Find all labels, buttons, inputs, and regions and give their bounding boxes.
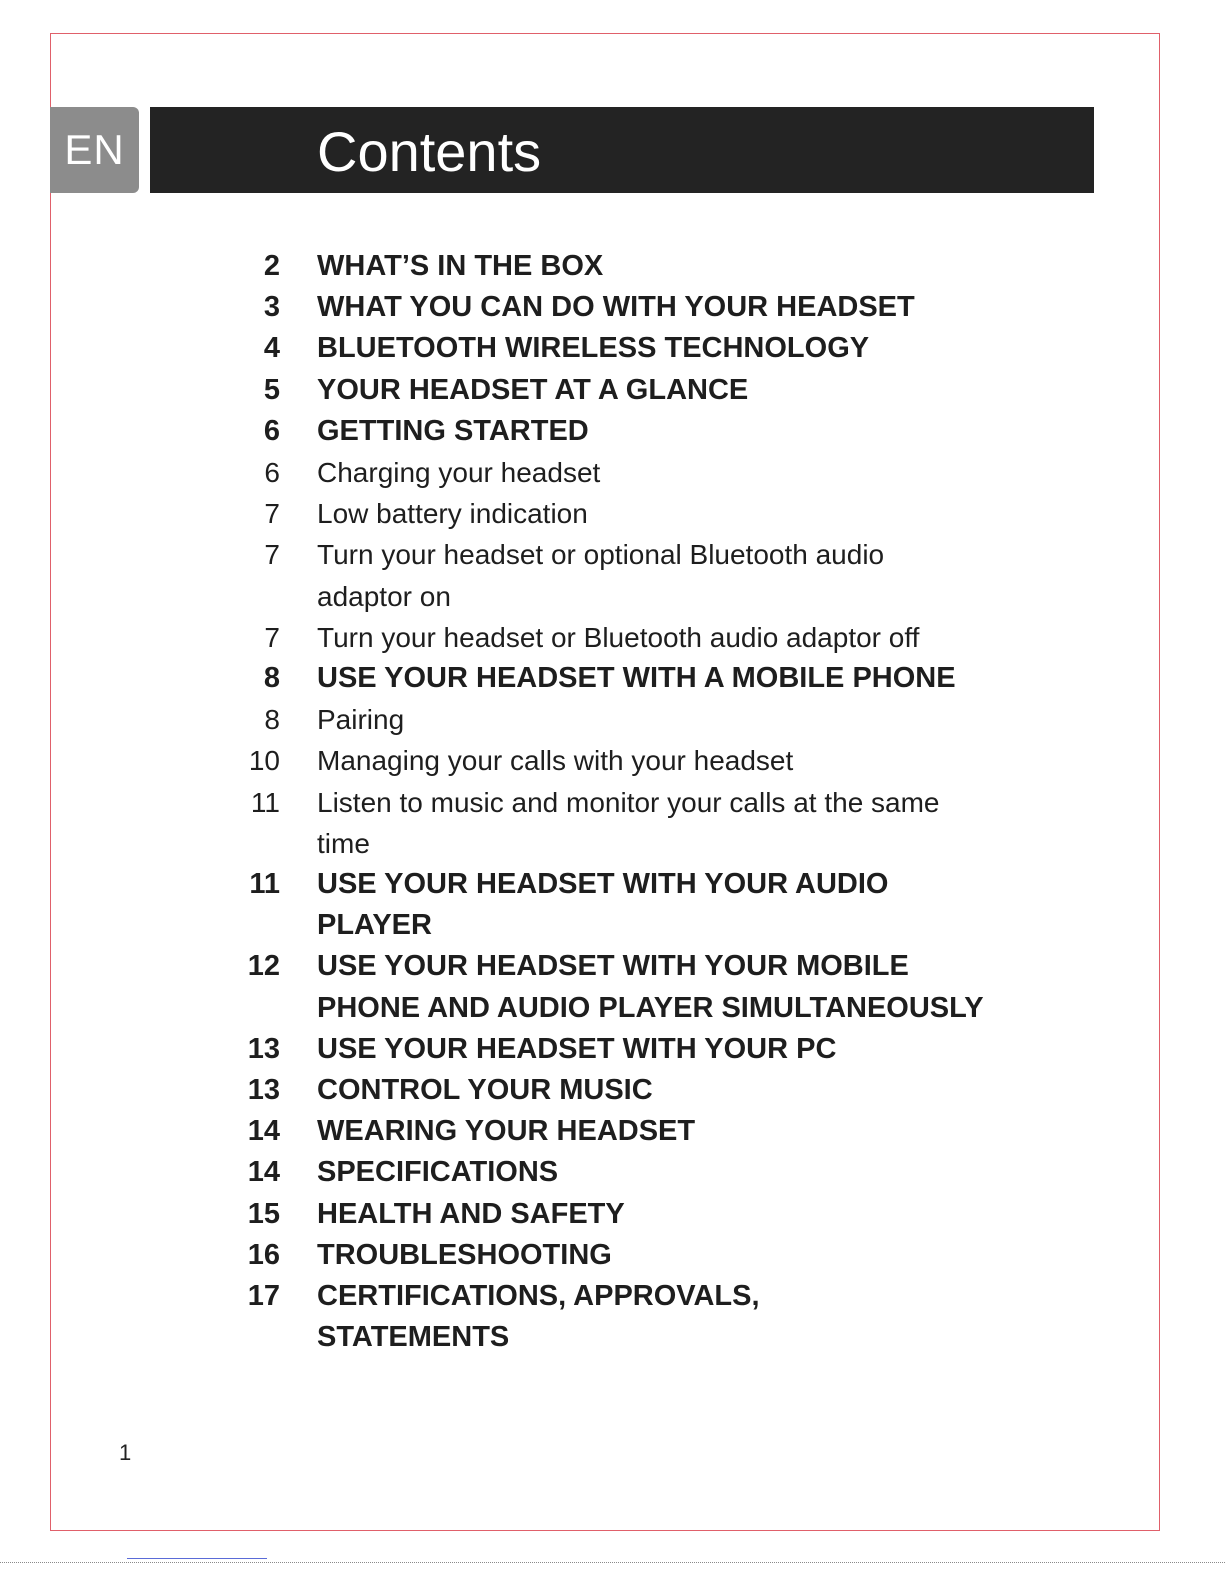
toc-title: GETTING STARTED <box>317 414 589 447</box>
toc-page-number: 4 <box>263 332 280 365</box>
toc-entry[interactable] <box>200 864 1100 946</box>
toc-entry[interactable] <box>200 740 1100 781</box>
toc-title: SPECIFICATIONS <box>317 1156 559 1189</box>
toc-title: Managing your calls with your headset <box>317 745 794 777</box>
toc-entry[interactable] <box>200 493 1100 534</box>
toc-page-number: 5 <box>263 373 280 406</box>
toc-page-number: 3 <box>263 291 280 324</box>
toc-title: YOUR HEADSET AT A GLANCE <box>317 373 749 406</box>
toc-entry[interactable] <box>200 1235 1100 1276</box>
toc-page-number: 14 <box>247 1115 280 1148</box>
toc-page-number: 7 <box>264 621 280 653</box>
toc-page-number: 2 <box>263 250 280 282</box>
toc-title: CERTIFICATIONS, APPROVALS, STATEMENTS <box>317 1280 760 1354</box>
toc-entry[interactable] <box>200 411 1100 452</box>
toc-page-number: 12 <box>247 950 280 983</box>
toc-page-number: 16 <box>247 1238 280 1271</box>
toc-page-number: 8 <box>263 662 280 695</box>
toc-title: USE YOUR HEADSET WITH YOUR AUDIO PLAYER <box>317 868 889 942</box>
title-bar <box>150 107 1094 193</box>
toc-title: Charging your headset <box>317 457 601 489</box>
toc-title: WEARING YOUR HEADSET <box>317 1115 696 1148</box>
toc-entry[interactable] <box>200 946 1100 1028</box>
toc-entry[interactable] <box>200 617 1100 658</box>
page-title: Contents <box>317 120 542 183</box>
toc-entry[interactable] <box>200 1152 1100 1193</box>
toc-entry[interactable] <box>200 782 1100 864</box>
toc-entry[interactable] <box>200 1111 1100 1152</box>
toc-title: HEALTH AND SAFETY <box>317 1197 625 1230</box>
toc-page-number: 6 <box>264 457 280 489</box>
toc-title: Pairing <box>317 704 405 736</box>
toc-title: Low battery indication <box>317 498 588 530</box>
toc-title: CONTROL YOUR MUSIC <box>317 1074 653 1107</box>
toc-page-number: 17 <box>247 1280 280 1313</box>
toc-entry[interactable] <box>200 452 1100 493</box>
toc-page-number: 11 <box>249 868 280 901</box>
toc-title: Listen to music and monitor your calls at the same time <box>317 786 940 859</box>
toc-page-number: 14 <box>247 1156 280 1189</box>
toc-title: WHAT YOU CAN DO WITH YOUR HEADSET <box>317 291 915 324</box>
footer-divider <box>0 1562 1225 1563</box>
table-of-contents <box>200 246 1100 1358</box>
toc-page-number: 13 <box>247 1032 280 1065</box>
toc-page-number: 13 <box>247 1074 280 1107</box>
toc-title: USE YOUR HEADSET WITH A MOBILE PHONE <box>317 662 956 695</box>
toc-title: TROUBLESHOOTING <box>317 1238 612 1271</box>
toc-title: USE YOUR HEADSET WITH YOUR MOBILE PHONE AND AUDIO PLAYER SIMULTANEOUSLY <box>317 950 984 1024</box>
toc-page-number: 6 <box>263 414 280 447</box>
toc-entry[interactable] <box>200 658 1100 699</box>
toc-title: Turn your headset or Bluetooth audio adaptor off <box>317 621 920 653</box>
toc-entry[interactable] <box>200 1070 1100 1111</box>
toc-entry[interactable] <box>200 1276 1100 1358</box>
toc-entry[interactable] <box>200 534 1100 616</box>
toc-entry[interactable] <box>200 1194 1100 1235</box>
toc-page-number: 11 <box>250 786 280 818</box>
toc-page-number: 7 <box>264 498 280 530</box>
toc-entry[interactable] <box>200 370 1100 411</box>
toc-page-number: 10 <box>248 745 280 777</box>
toc-entry[interactable] <box>200 287 1100 328</box>
toc-title: WHAT’S IN THE BOX <box>317 250 604 282</box>
toc-title: USE YOUR HEADSET WITH YOUR PC <box>317 1032 837 1065</box>
toc-page-number: 15 <box>247 1197 280 1230</box>
language-tab: EN <box>50 107 139 193</box>
toc-title: BLUETOOTH WIRELESS TECHNOLOGY <box>317 332 870 365</box>
toc-entry[interactable] <box>200 699 1100 740</box>
toc-entry[interactable] <box>200 1029 1100 1070</box>
toc-title: Turn your headset or optional Bluetooth audio adaptor on <box>317 539 885 612</box>
footer-underline <box>127 1558 267 1559</box>
toc-entry[interactable] <box>200 246 1100 287</box>
toc-entry[interactable] <box>200 328 1100 369</box>
toc-page-number: 7 <box>264 539 280 571</box>
toc-page-number: 8 <box>264 704 280 736</box>
page-number: 1 <box>119 1440 132 1465</box>
